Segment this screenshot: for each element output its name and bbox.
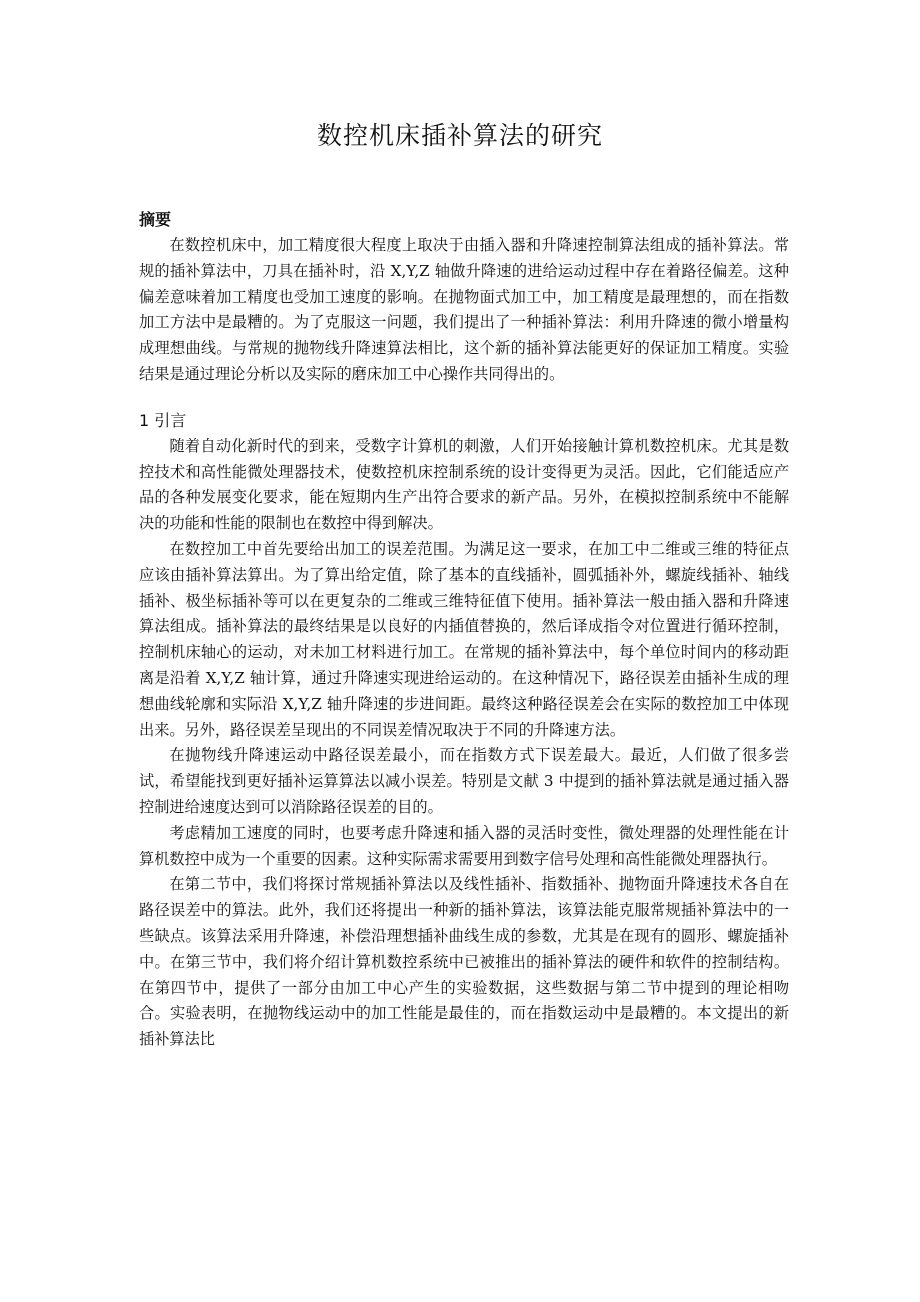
introduction-section — [139, 408, 789, 1053]
intro-paragraph-4: 考虑精加工速度的同时，也要考虑升降速和插入器的灵活时变性，微处理器的处理性能在计算机数控中成为一个重要的因素。这种实际需求需要用到数字信号处理和高性能微处理器执行。 — [139, 823, 789, 868]
abstract-paragraph: 在数控机床中，加工精度很大程度上取决于由插入器和升降速控制算法组成的插补算法。常规的插补算法中，刀具在插补时，沿 X,Y,Z 轴做升降速的进给运动过程中存在着路径偏差。这种偏差意味着加工精度也受加工速度的影响。在抛物面式加工中，加工精度是最理想的，而在指数加工方法中是最糟的。为了克服这一问题，我们提出了一种插补算法：利用升降速的微小增量构成理想曲线。与常规的抛物线升降速算法相比，这个新的插补算法能更好的保证加工精度。实验结果是通过理论分析以及实际的磨床加工中心操作共同得出的。 — [139, 236, 789, 383]
intro-paragraph-3: 在抛物线升降速运动中路径误差最小，而在指数方式下误差最大。最近，人们做了很多尝试，希望能找到更好插补运算算法以减小误差。特别是文献 3 中提到的插补算法就是通过插入器控制进给速度达到可以消除路径误差的目的。 — [139, 746, 789, 816]
paper-body — [139, 207, 789, 1053]
abstract-heading: 摘要 — [139, 210, 172, 229]
intro-paragraph-1: 随着自动化新时代的到来，受数字计算机的刺激，人们开始接触计算机数控机床。尤其是数控技术和高性能微处理器技术，使数控机床控制系统的设计变得更为灵活。因此，它们能适应产品的各种发展变化要求，能在短期内生产出符合要求的新产品。另外，在模拟控制系统中不能解决的功能和性能的限制也在数控中得到解决。 — [139, 436, 789, 533]
intro-paragraph-2: 在数控加工中首先要给出加工的误差范围。为满足这一要求，在加工中二维或三维的特征点应该由插补算法算出。为了算出给定值，除了基本的直线插补，圆弧插补外，螺旋线插补、轴线插补、极坐标插补等可以在更复杂的二维或三维特征值下使用。插补算法一般由插入器和升降速算法组成。插补算法的最终结果是以良好的内插值替换的，然后译成指令对位置进行循环控制，控制机床轴心的运动，对未加工材料进行加工。在常规的插补算法中，每个单位时间内的移动距离是沿着 X,Y,Z 轴计算，通过升降速实现进给运动的。在这种情况下，路径误差由插补生成的理想曲线轮廓和实际沿 X,Y,Z 轴升降速的步进间距。最终这种路径误差会在实际的数控加工中体现出来。另外，路径误差呈现出的不同误差情况取决于不同的升降速方法。 — [139, 539, 789, 739]
paper-title: 数控机床插补算法的研究 — [316, 121, 603, 150]
abstract-section — [139, 207, 789, 388]
section-1-heading: 1 引言 — [139, 410, 187, 430]
intro-paragraph-5: 在第二节中，我们将探讨常规插补算法以及线性插补、指数插补、抛物面升降速技术各自在路径误差中的算法。此外，我们还将提出一种新的插补算法，该算法能克服常规插补算法中的一些缺点。该算法采用升降速，补偿沿理想插补曲线生成的参数，尤其是在现有的圆形、螺旋插补中。在第三节中，我们将介绍计算机数控系统中已被推出的插补算法的硬件和软件的控制结构。在第四节中，提供了一部分由加工中心产生的实验数据，这些数据与第二节中提到的理论相吻合。实验表明，在抛物线运动中的加工性能是最佳的，而在指数运动中是最糟的。本文提出的新插补算法比 — [139, 875, 789, 1049]
